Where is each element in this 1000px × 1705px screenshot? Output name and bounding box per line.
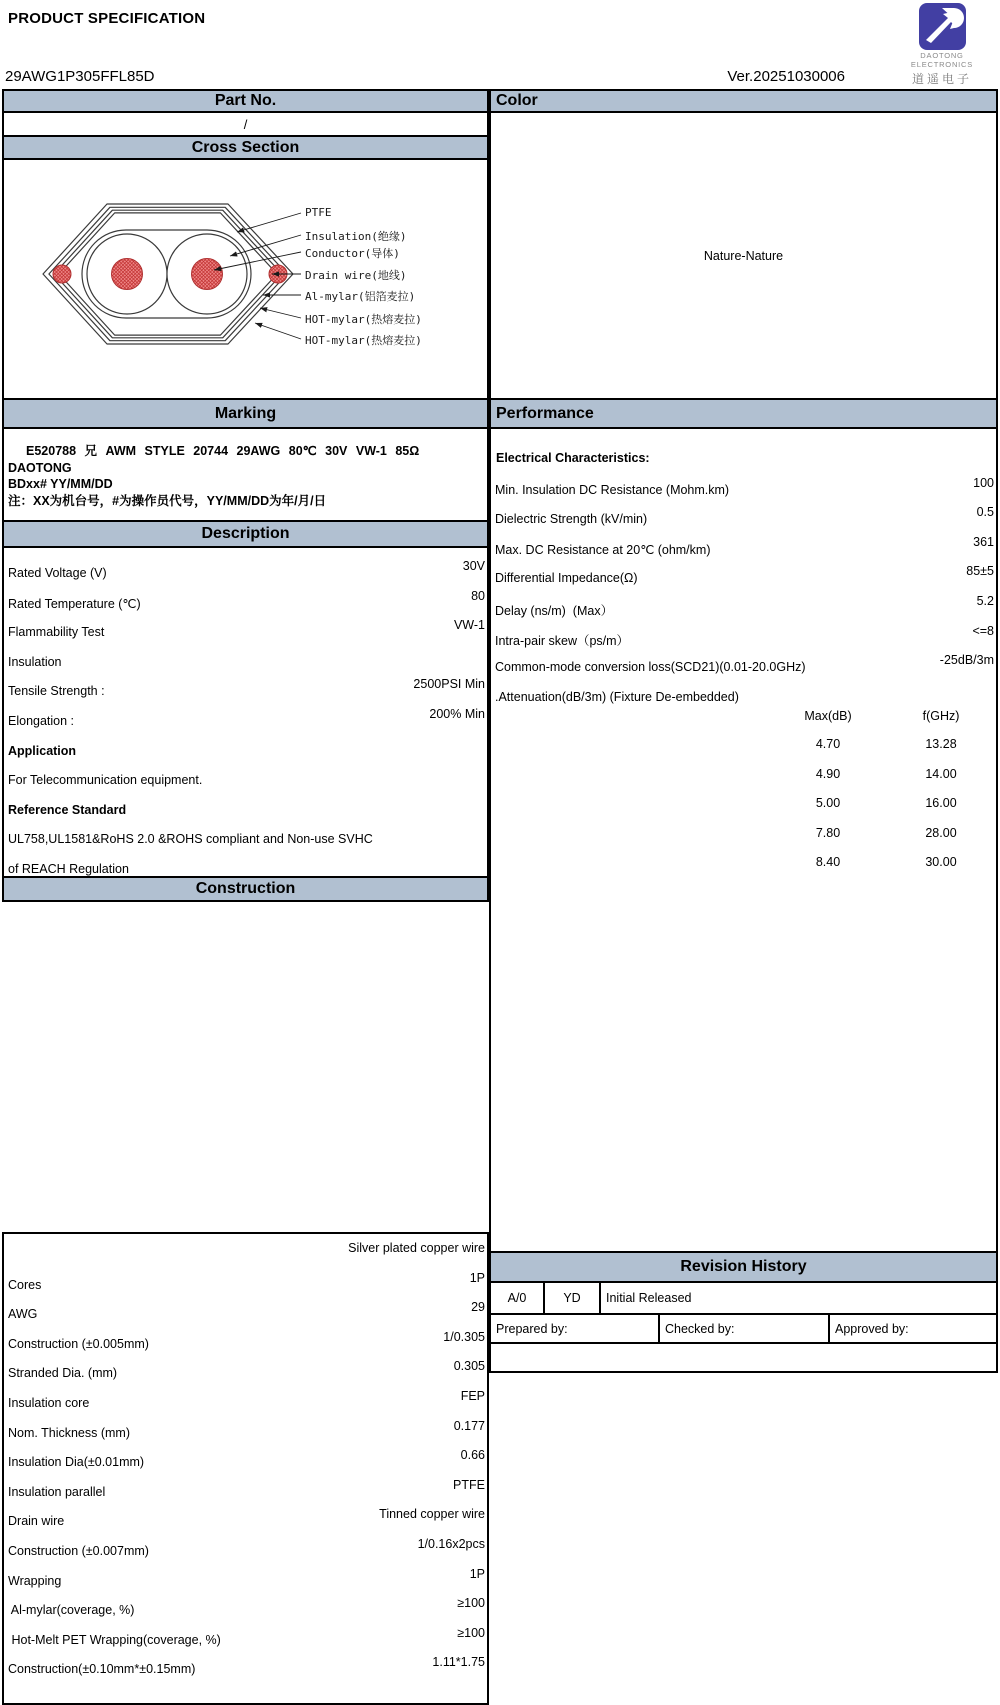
attenuation-table bbox=[763, 705, 989, 883]
row-value: 1P bbox=[469, 1270, 485, 1285]
attenuation-freq-ghz: 16.00 bbox=[925, 796, 957, 811]
prepared-by-label: Prepared by: bbox=[491, 1315, 660, 1342]
spec-row bbox=[4, 1352, 487, 1382]
row-label: of REACH Regulation bbox=[8, 861, 129, 876]
row-value: 1.11*1.75 bbox=[432, 1655, 485, 1670]
row-value: 2500PSI Min bbox=[413, 677, 485, 692]
revision-rev: A/0 bbox=[491, 1283, 545, 1313]
attenuation-max-db: 4.70 bbox=[815, 736, 841, 751]
row-label: For Telecommunication equipment. bbox=[8, 773, 203, 788]
row-value: 0.66 bbox=[460, 1448, 485, 1463]
cross-section-label: Al-mylar(铝箔麦拉) bbox=[305, 290, 416, 303]
spec-row bbox=[4, 1441, 487, 1471]
part-number: 29AWG1P305FFL85D bbox=[5, 68, 155, 85]
cross-section-label: HOT-mylar(热熔麦拉) bbox=[305, 334, 422, 347]
marking-line2: BDxx# YY/MM/DD bbox=[8, 477, 113, 491]
description-header: Description bbox=[2, 520, 489, 548]
row-label: Common-mode conversion loss(SCD21)(0.01-20.0GHz) bbox=[495, 660, 806, 675]
row-value: -25dB/3m bbox=[939, 653, 994, 668]
attenuation-rows bbox=[763, 735, 989, 883]
row-label: Min. Insulation DC Resistance (Mohm.km) bbox=[495, 482, 730, 497]
spec-row bbox=[4, 730, 487, 760]
row-value: PTFE bbox=[453, 1477, 485, 1492]
row-label: Tensile Strength : bbox=[8, 684, 105, 699]
spec-row bbox=[491, 587, 996, 617]
partno-value: / bbox=[2, 111, 489, 137]
row-label: Dielectric Strength (kV/min) bbox=[495, 512, 648, 527]
spec-row bbox=[4, 1264, 487, 1294]
performance-box bbox=[489, 427, 998, 1253]
drain-wire-left bbox=[53, 265, 71, 283]
revision-row bbox=[489, 1281, 998, 1315]
spec-row bbox=[491, 676, 996, 706]
logo-name-en2: ELECTRONICS bbox=[910, 60, 974, 69]
row-label: Reference Standard bbox=[8, 802, 127, 817]
spec-row bbox=[4, 611, 487, 641]
construction-header: Construction bbox=[2, 876, 489, 902]
color-value: Nature-Nature bbox=[489, 111, 998, 400]
signatures-empty-row bbox=[489, 1342, 998, 1373]
spec-row bbox=[4, 1293, 487, 1323]
spec-row bbox=[4, 1560, 487, 1590]
conductor-right bbox=[192, 259, 223, 290]
revision-description: Initial Released bbox=[606, 1291, 692, 1305]
row-value: 0.5 bbox=[976, 505, 994, 520]
attenuation-row bbox=[763, 853, 989, 883]
electrical-characteristics-title: Electrical Characteristics: bbox=[496, 451, 650, 465]
row-label: Construction(±0.10mm*±0.15mm) bbox=[8, 1662, 196, 1677]
logo-name-en1: DAOTONG bbox=[920, 51, 964, 60]
row-label: Delay (ns/m) (Max） bbox=[495, 603, 614, 618]
spec-row bbox=[4, 818, 487, 848]
partno-header: Part No. bbox=[2, 89, 489, 113]
row-value: ≥100 bbox=[457, 1596, 485, 1611]
row-label: Intra-pair skew（ps/m） bbox=[495, 633, 630, 648]
attenuation-row bbox=[763, 794, 989, 824]
attenuation-col1-header: Max(dB) bbox=[804, 709, 852, 724]
row-label: UL758,UL1581&RoHS 2.0 &ROHS compliant and Non-use SVHC bbox=[8, 832, 373, 847]
row-value: 30V bbox=[462, 559, 485, 573]
row-label: Insulation Dia(±0.01mm) bbox=[8, 1455, 145, 1470]
construction-box bbox=[2, 1232, 489, 1705]
cross-section-diagram bbox=[2, 158, 489, 400]
row-value: Silver plated copper wire bbox=[348, 1241, 485, 1255]
spec-row bbox=[4, 1500, 487, 1530]
row-label: Construction (±0.007mm) bbox=[8, 1543, 149, 1558]
row-label: Stranded Dia. (mm) bbox=[8, 1366, 118, 1381]
attenuation-header-row bbox=[763, 705, 989, 735]
description-box bbox=[2, 546, 489, 878]
row-value: 1P bbox=[469, 1566, 485, 1581]
row-value: ≥100 bbox=[457, 1625, 485, 1640]
row-label: Al-mylar(coverage, %) bbox=[8, 1603, 135, 1618]
spec-row bbox=[491, 528, 996, 558]
attenuation-col2-header: f(GHz) bbox=[922, 709, 960, 724]
attenuation-max-db: 5.00 bbox=[815, 796, 841, 811]
row-label: Cores bbox=[8, 1277, 42, 1292]
approved-by-label: Approved by: bbox=[835, 1321, 909, 1336]
row-value: <=8 bbox=[972, 623, 994, 638]
doc-title: PRODUCT SPECIFICATION bbox=[8, 10, 206, 27]
row-label: Rated Temperature (℃) bbox=[8, 596, 141, 611]
marking-box bbox=[2, 427, 489, 522]
cross-section-label: Insulation(绝缘) bbox=[305, 230, 407, 243]
spec-row bbox=[4, 582, 487, 612]
attenuation-freq-ghz: 28.00 bbox=[925, 825, 957, 840]
daotong-logo-icon bbox=[918, 2, 967, 51]
cross-section-label: Drain wire(地线) bbox=[305, 269, 407, 282]
cross-section-label: Conductor(导体) bbox=[305, 247, 400, 260]
spec-row bbox=[4, 700, 487, 730]
performance-rows bbox=[491, 469, 996, 706]
cross-section-label: HOT-mylar(热熔麦拉) bbox=[305, 313, 422, 326]
spec-row bbox=[4, 1648, 487, 1678]
attenuation-max-db: 8.40 bbox=[815, 855, 841, 870]
row-label: Hot-Melt PET Wrapping(coverage, %) bbox=[8, 1632, 221, 1647]
row-label: Drain wire bbox=[8, 1514, 65, 1529]
row-value: 5.2 bbox=[976, 593, 994, 608]
performance-header: Performance bbox=[489, 398, 998, 429]
attenuation-max-db: 4.90 bbox=[815, 766, 841, 781]
marking-line1: E520788 兄 AWM STYLE 20744 29AWG 80℃ 30V VW-1 85Ω DAOTONG bbox=[8, 444, 420, 475]
row-value: 29 bbox=[471, 1300, 485, 1315]
conductor-left bbox=[112, 259, 143, 290]
revision-author: YD bbox=[545, 1283, 601, 1313]
logo-name-cn: 道遥电子 bbox=[911, 72, 972, 86]
perf-section-title-row bbox=[491, 439, 996, 469]
spec-row bbox=[4, 1412, 487, 1442]
spec-row bbox=[4, 1234, 487, 1264]
spec-row bbox=[4, 759, 487, 789]
row-label: Differential Impedance(Ω) bbox=[495, 571, 638, 586]
row-label: Insulation parallel bbox=[8, 1484, 106, 1499]
row-value: FEP bbox=[460, 1388, 485, 1403]
attenuation-freq-ghz: 14.00 bbox=[925, 766, 957, 781]
spec-row bbox=[4, 789, 487, 819]
row-value: 0.305 bbox=[453, 1359, 485, 1374]
color-header: Color bbox=[489, 89, 998, 113]
attenuation-freq-ghz: 13.28 bbox=[925, 736, 957, 751]
checked-by-label: Checked by: bbox=[660, 1315, 830, 1342]
signatures-row bbox=[489, 1313, 998, 1344]
row-label: Flammability Test bbox=[8, 625, 105, 640]
spec-row bbox=[4, 1471, 487, 1501]
row-value: Tinned copper wire bbox=[379, 1507, 485, 1522]
version-number: Ver.20251030006 bbox=[727, 68, 845, 85]
attenuation-row bbox=[763, 735, 989, 765]
row-value: 1/0.305 bbox=[443, 1329, 485, 1344]
spec-row bbox=[491, 557, 996, 587]
row-label: Max. DC Resistance at 20℃ (ohm/km) bbox=[495, 542, 711, 557]
attenuation-row bbox=[763, 824, 989, 854]
revision-history-header: Revision History bbox=[489, 1251, 998, 1283]
company-logo bbox=[894, 2, 990, 87]
cross-section-header: Cross Section bbox=[2, 135, 489, 160]
row-label: .Attenuation(dB/3m) (Fixture De-embedded) bbox=[495, 689, 739, 704]
spec-row bbox=[491, 469, 996, 499]
cross-section-label: PTFE bbox=[305, 206, 332, 219]
spec-row bbox=[491, 617, 996, 647]
row-label: Elongation : bbox=[8, 713, 75, 728]
spec-row bbox=[491, 498, 996, 528]
row-value: 100 bbox=[973, 475, 994, 490]
spec-row bbox=[4, 848, 487, 878]
row-value: 85±5 bbox=[966, 564, 994, 579]
row-value: 1/0.16x2pcs bbox=[417, 1536, 485, 1551]
attenuation-freq-ghz: 30.00 bbox=[925, 855, 957, 870]
row-label: Nom. Thickness (mm) bbox=[8, 1425, 131, 1440]
spec-row bbox=[4, 552, 487, 582]
row-value: 0.177 bbox=[453, 1418, 485, 1433]
spec-row bbox=[4, 1382, 487, 1412]
attenuation-max-db: 7.80 bbox=[815, 825, 841, 840]
spec-row bbox=[4, 1530, 487, 1560]
spec-row bbox=[4, 1619, 487, 1649]
row-label: Construction (±0.005mm) bbox=[8, 1336, 149, 1351]
spec-row bbox=[4, 641, 487, 671]
row-label: Insulation bbox=[8, 654, 62, 669]
spec-row bbox=[4, 1323, 487, 1353]
row-label: Rated Voltage (V) bbox=[8, 566, 107, 580]
row-label: Application bbox=[8, 743, 77, 758]
cable-cross-section-drawing bbox=[4, 160, 487, 398]
spec-row bbox=[4, 1589, 487, 1619]
spec-row bbox=[4, 670, 487, 700]
row-value: 200% Min bbox=[429, 706, 485, 721]
row-value: VW-1 bbox=[453, 618, 485, 633]
row-value: 361 bbox=[973, 534, 994, 549]
marking-header: Marking bbox=[2, 398, 489, 429]
row-label: AWG bbox=[8, 1307, 38, 1322]
row-label: Insulation core bbox=[8, 1395, 90, 1410]
marking-note: 注：XX为机台号，#为操作员代号，YY/MM/DD为年/月/日 bbox=[8, 493, 327, 508]
row-value: 80 bbox=[471, 588, 485, 603]
spec-row bbox=[491, 646, 996, 676]
attenuation-row bbox=[763, 765, 989, 795]
row-label: Wrapping bbox=[8, 1573, 62, 1588]
